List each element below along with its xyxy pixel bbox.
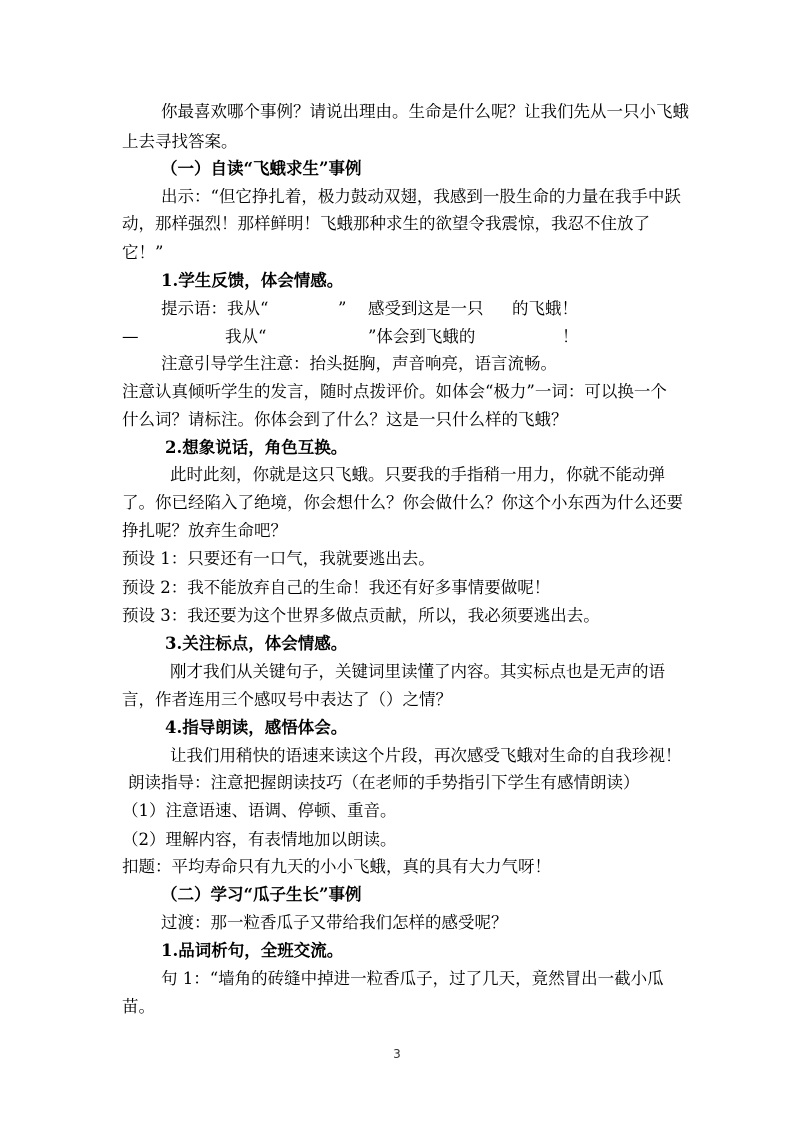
prompt-line-part: — xyxy=(122,327,139,346)
paragraph-line: 挣扎呢？放弃生命吧？ xyxy=(122,521,287,540)
subsection-heading: 2.想象说话，角色互换。 xyxy=(165,438,348,457)
subsection-heading: 4.指导朗读，感悟体会。 xyxy=(165,718,348,737)
subsection-heading: 1.学生反馈，体会情感。 xyxy=(161,271,344,290)
prompt-line-part: 提示语：我从“ xyxy=(161,299,269,318)
paragraph-line: 它！” xyxy=(122,243,164,262)
prompt-line-part: ！ xyxy=(562,327,579,346)
paragraph-line: 动，那样强烈！那样鲜明！飞蛾那种求生的欲望令我震惊，我忍不住放了 xyxy=(122,214,650,233)
paragraph-line: 此时此刻，你就是这只飞蛾。只要我的手指稍一用力，你就不能动弹 xyxy=(170,465,665,484)
paragraph-line: 朗读指导：注意把握朗读技巧（在老师的手势指引下学生有感情朗读） xyxy=(128,773,640,792)
paragraph-line: 过渡：那一粒香瓜子又带给我们怎样的感受呢？ xyxy=(161,913,508,932)
paragraph-line: 言，作者连用三个感叹号中表达了（）之情？ xyxy=(122,690,452,709)
paragraph-line: 让我们用稍快的语速来读这个片段，再次感受飞蛾对生命的自我珍视！ xyxy=(170,746,682,765)
prompt-line-part: 感受到这是一只 xyxy=(368,299,484,318)
prompt-line-part: ” xyxy=(338,299,347,318)
subsection-heading: 3.关注标点，体会情感。 xyxy=(165,634,348,653)
subsection-heading: 1.品词析句，全班交流。 xyxy=(161,941,344,960)
paragraph-line: 刚才我们从关键句子，关键词里读懂了内容。其实标点也是无声的语 xyxy=(170,662,665,681)
paragraph-line: （1）注意语速、语调、停顿、重音。 xyxy=(122,801,397,820)
paragraph-line: 扣题：平均寿命只有九天的小小飞蛾，真的具有大力气呀！ xyxy=(122,857,551,876)
paragraph-line: 了。你已经陷入了绝境，你会想什么？你会做什么？你这个小东西为什么还要 xyxy=(122,493,683,512)
paragraph-line: 出示：“但它挣扎着，极力鼓动双翅，我感到一股生命的力量在我手中跃 xyxy=(161,187,681,206)
section-heading: （二）学习“瓜子生长”事例 xyxy=(161,885,362,904)
paragraph-line: 注意认真倾听学生的发言，随时点拨评价。如体会“极力”一词：可以换一个 xyxy=(122,382,667,401)
paragraph-line: 上去寻找答案。 xyxy=(122,132,238,151)
prompt-line-part: 的飞蛾！ xyxy=(512,299,578,318)
page-number: 3 xyxy=(393,1047,401,1061)
paragraph-line: 什么词？请标注。你体会到了什么？这是一只什么样的飞蛾？ xyxy=(122,410,568,429)
paragraph-line: 预设 2：我不能放弃自己的生命！我还有好多事情要做呢！ xyxy=(122,578,551,597)
paragraph-line: 预设 1：只要还有一口气，我就要逃出去。 xyxy=(122,549,435,568)
paragraph-line: 预设 3：我还要为这个世界多做点贡献，所以，我必须要逃出去。 xyxy=(122,606,600,625)
prompt-line-part: ”体会到飞蛾的 xyxy=(368,327,476,346)
paragraph-line: 句 1：“墙角的砖缝中掉进一粒香瓜子，过了几天，竟然冒出一截小瓜 xyxy=(161,969,664,988)
prompt-line-part: 我从“ xyxy=(225,327,267,346)
paragraph-line: 你最喜欢哪个事例？请说出理由。生命是什么呢？让我们先从一只小飞蛾 xyxy=(161,102,689,121)
paragraph-line: （2）理解内容，有表情地加以朗读。 xyxy=(122,830,397,849)
paragraph-line: 苗。 xyxy=(122,997,155,1016)
section-heading: （一）自读“飞蛾求生”事例 xyxy=(161,159,362,178)
paragraph-line: 注意引导学生注意：抬头挺胸，声音响亮，语言流畅。 xyxy=(161,354,557,373)
